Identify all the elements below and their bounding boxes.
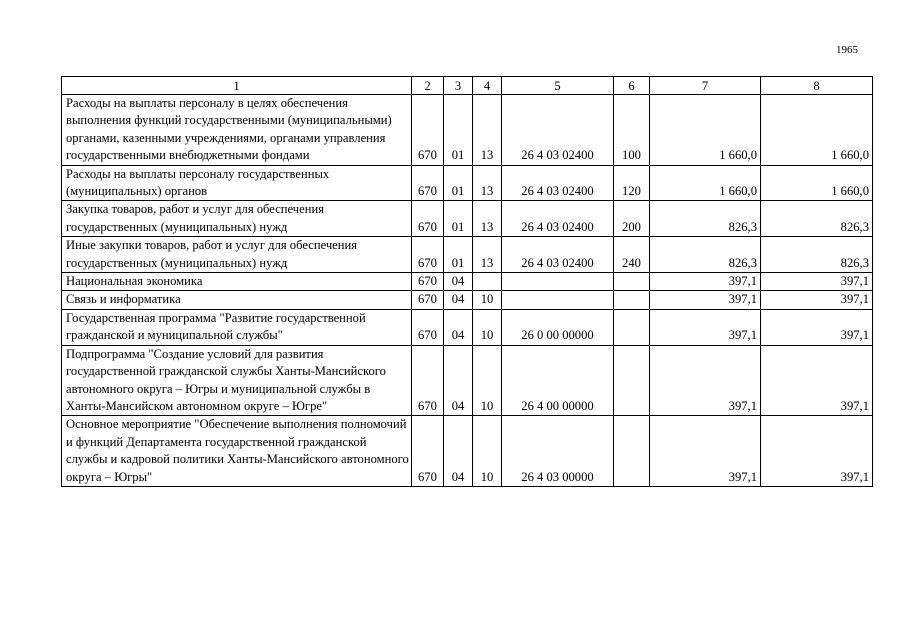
row-sum-col7-cell: 826,3	[650, 201, 761, 237]
row-csr-cell: 26 4 03 02400	[502, 201, 614, 237]
row-pr-cell: 10	[473, 291, 502, 309]
column-header: 1	[62, 77, 412, 95]
table-row	[62, 237, 873, 273]
row-csr-cell: 26 4 00 00000	[502, 345, 614, 416]
row-csr-cell	[502, 273, 614, 291]
table-row	[62, 165, 873, 201]
row-sum-col8-cell: 826,3	[761, 237, 873, 273]
row-ved-cell: 670	[412, 309, 444, 345]
column-header: 8	[761, 77, 873, 95]
row-rz-cell: 01	[444, 95, 473, 166]
table-body	[62, 95, 873, 487]
row-ved-cell: 670	[412, 95, 444, 166]
row-ved-cell: 670	[412, 273, 444, 291]
row-sum-col7-cell: 1 660,0	[650, 95, 761, 166]
row-rz-cell: 04	[444, 345, 473, 416]
row-ved-cell: 670	[412, 165, 444, 201]
row-sum-col8-cell: 1 660,0	[761, 95, 873, 166]
row-pr-cell	[473, 273, 502, 291]
row-sum-col8-cell: 397,1	[761, 309, 873, 345]
table-row	[62, 345, 873, 416]
row-rz-cell: 04	[444, 416, 473, 487]
row-ved-cell: 670	[412, 237, 444, 273]
row-name-cell: Расходы на выплаты персоналу государственных (муниципальных) органов	[62, 165, 412, 201]
row-name-cell: Национальная экономика	[62, 273, 412, 291]
row-vr-cell	[614, 309, 650, 345]
table-row	[62, 291, 873, 309]
table-row	[62, 416, 873, 487]
budget-table	[61, 76, 873, 487]
column-header: 2	[412, 77, 444, 95]
row-name-cell: Закупка товаров, работ и услуг для обеспечения государственных (муниципальных) нужд	[62, 201, 412, 237]
row-vr-cell	[614, 273, 650, 291]
row-vr-cell: 200	[614, 201, 650, 237]
row-rz-cell: 01	[444, 237, 473, 273]
row-pr-cell: 13	[473, 201, 502, 237]
column-header: 6	[614, 77, 650, 95]
table-row	[62, 201, 873, 237]
row-vr-cell: 240	[614, 237, 650, 273]
row-sum-col7-cell: 397,1	[650, 345, 761, 416]
table-row	[62, 309, 873, 345]
row-name-cell: Расходы на выплаты персоналу в целях обеспечения выполнения функций государственными (муниципальными) органами, казенными учреждениями, органами управления государственными внебюджетными фондами	[62, 95, 412, 166]
row-name-cell: Основное мероприятие "Обеспечение выполнения полномочий и функций Департамента государственной гражданской службы и кадровой политики Ханты-Мансийского автономного округа – Югры"	[62, 416, 412, 487]
row-csr-cell: 26 4 03 02400	[502, 165, 614, 201]
row-pr-cell: 13	[473, 95, 502, 166]
row-pr-cell: 13	[473, 237, 502, 273]
row-sum-col7-cell: 397,1	[650, 291, 761, 309]
page-number: 1965	[836, 44, 858, 56]
row-sum-col7-cell: 826,3	[650, 237, 761, 273]
row-csr-cell: 26 4 03 02400	[502, 237, 614, 273]
row-ved-cell: 670	[412, 416, 444, 487]
row-sum-col8-cell: 397,1	[761, 416, 873, 487]
row-name-cell: Иные закупки товаров, работ и услуг для обеспечения государственных (муниципальных) нужд	[62, 237, 412, 273]
row-csr-cell: 26 4 03 00000	[502, 416, 614, 487]
row-vr-cell: 100	[614, 95, 650, 166]
row-rz-cell: 01	[444, 165, 473, 201]
row-rz-cell: 04	[444, 291, 473, 309]
column-header: 7	[650, 77, 761, 95]
row-vr-cell: 120	[614, 165, 650, 201]
row-name-cell: Связь и информатика	[62, 291, 412, 309]
row-ved-cell: 670	[412, 291, 444, 309]
column-header: 4	[473, 77, 502, 95]
row-sum-col8-cell: 397,1	[761, 345, 873, 416]
row-sum-col7-cell: 397,1	[650, 309, 761, 345]
row-vr-cell	[614, 291, 650, 309]
table-row	[62, 95, 873, 166]
row-sum-col8-cell: 397,1	[761, 273, 873, 291]
row-ved-cell: 670	[412, 345, 444, 416]
row-sum-col7-cell: 1 660,0	[650, 165, 761, 201]
row-pr-cell: 10	[473, 345, 502, 416]
row-pr-cell: 10	[473, 309, 502, 345]
column-header: 5	[502, 77, 614, 95]
row-sum-col7-cell: 397,1	[650, 416, 761, 487]
row-rz-cell: 04	[444, 273, 473, 291]
row-vr-cell	[614, 345, 650, 416]
row-rz-cell: 04	[444, 309, 473, 345]
row-sum-col8-cell: 397,1	[761, 291, 873, 309]
row-sum-col7-cell: 397,1	[650, 273, 761, 291]
row-vr-cell	[614, 416, 650, 487]
row-rz-cell: 01	[444, 201, 473, 237]
row-csr-cell	[502, 291, 614, 309]
row-pr-cell: 13	[473, 165, 502, 201]
row-csr-cell: 26 0 00 00000	[502, 309, 614, 345]
row-csr-cell: 26 4 03 02400	[502, 95, 614, 166]
row-sum-col8-cell: 1 660,0	[761, 165, 873, 201]
table-header-row	[62, 77, 873, 95]
column-header: 3	[444, 77, 473, 95]
row-ved-cell: 670	[412, 201, 444, 237]
row-sum-col8-cell: 826,3	[761, 201, 873, 237]
row-pr-cell: 10	[473, 416, 502, 487]
table-row	[62, 273, 873, 291]
row-name-cell: Государственная программа "Развитие государственной гражданской и муниципальной службы"	[62, 309, 412, 345]
row-name-cell: Подпрограмма "Создание условий для развития государственной гражданской службы Ханты-Мансийского автономного округа – Югры и муниципальной службы в Ханты-Мансийском автономном округе – Югре"	[62, 345, 412, 416]
